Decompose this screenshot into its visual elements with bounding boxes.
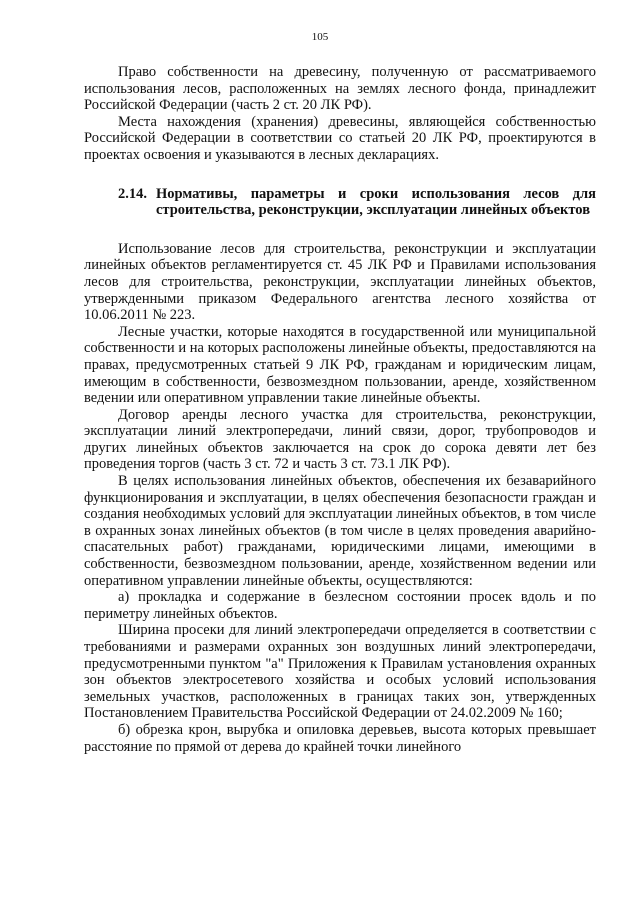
paragraph-item-a: а) прокладка и содержание в безлесном состоянии просек вдоль и по периметру линейных объектов. xyxy=(84,589,596,622)
document-body xyxy=(84,64,596,755)
paragraph-storage-places: Места нахождения (хранения) древесины, являющейся собственностью Российской Федерации в соответствии со статьей 20 ЛК РФ, проектируются в проектах освоения и указываются в лесных декларациях. xyxy=(84,113,596,163)
paragraph-item-b: б) обрезка крон, вырубка и опиловка деревьев, высота которых превышает расстояние по прямой от дерева до крайней точки линейного xyxy=(84,721,596,755)
paragraph-clearing-width: Ширина просеки для линий электропередачи определяется в соответствии с требованиями и размерами охранных зон воздушных линий электропередачи, предусмотренными пунктом "а" Приложения к Правилам установления охранных зон объектов электросетевого хозяйства и особых условий использования земельных участков, расположенных в границах таких зон, утвержденных Постановлением Правительства Российской Федерации от 24.02.2009 № 160; xyxy=(84,622,596,722)
paragraph-purposes: В целях использования линейных объектов, обеспечения их безаварийного функционирования и эксплуатации, в целях обеспечения безопасности граждан и создания необходимых условий для эксплуатации линейных объектов, в том числе в охранных зонах линейных объектов (в том числе в целях проведения аварийно-спасательных работ) гражданами, юридическими лицами, имеющими в собственности, безвозмездном пользовании, аренде, хозяйственном ведении или оперативном управлении линейные объекты, осуществляются: xyxy=(84,473,596,589)
paragraph-ownership: Право собственности на древесину, полученную от рассматриваемого использования лесов, расположенных на землях лесного фонда, принадлежит Российской Федерации (часть 2 ст. 20 ЛК РФ). xyxy=(84,64,596,114)
page-number: 105 xyxy=(311,31,329,43)
paragraph-forest-plots: Лесные участки, которые находятся в государственной или муниципальной собственности и на которых расположены линейные объекты, предоставляются на правах, предусмотренных статьей 9 ЛК РФ, гражданам и юридическим лицам, имеющим в собственности, безвозмездном пользовании, аренде, хозяйственном ведении или оперативном управлении такие линейные объекты. xyxy=(84,323,596,407)
section-number: 2.14. xyxy=(118,185,147,202)
paragraph-lease-agreement: Договор аренды лесного участка для строительства, реконструкции, эксплуатации линий электропередачи, линий связи, дорог, трубопроводов и других линейных объектов заключается на срок до сорока девяти лет без проведения торгов (часть 3 ст. 72 и часть 3 ст. 73.1 ЛК РФ). xyxy=(84,406,596,473)
paragraph-regulation: Использование лесов для строительства, реконструкции и эксплуатации линейных объектов регламентируется ст. 45 ЛК РФ и Правилами использования лесов для строительства, реконструкции, эксплуатации линейных объектов, утвержденными приказом Федерального агентства лесного хозяйства от 10.06.2011 № 223. xyxy=(84,240,596,324)
section-heading xyxy=(84,186,596,219)
section-title: Нормативы, параметры и сроки использования лесов для строительства, реконструкции, эксплуатации линейных объектов xyxy=(156,185,596,219)
